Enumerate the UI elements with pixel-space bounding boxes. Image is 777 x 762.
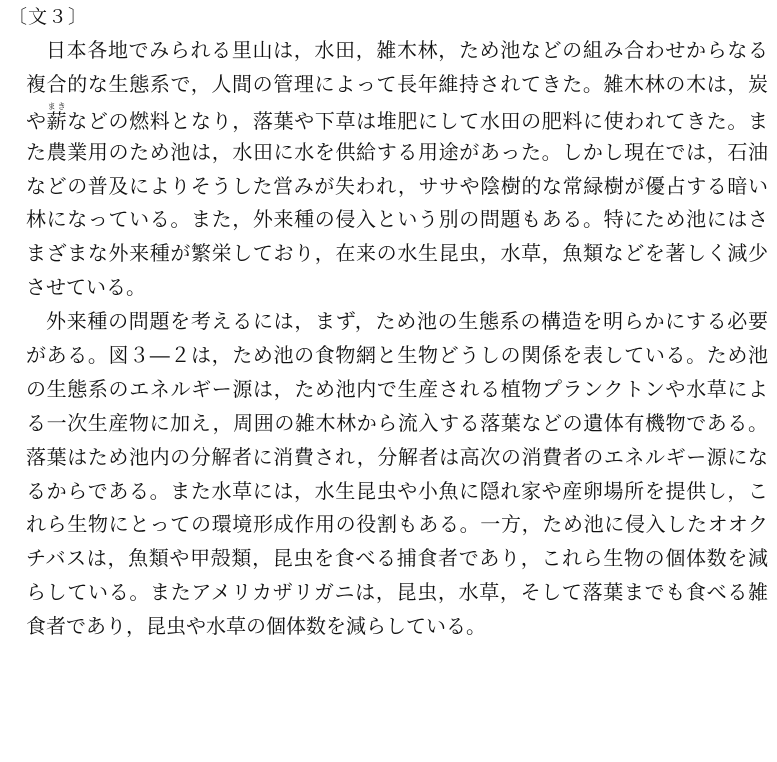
paragraph-1 — [26, 34, 768, 305]
text-line: た農業用のため池は，水田に水を供給する用途があった。しかし現在では，石油 — [26, 139, 768, 164]
text-line-with-ruby — [26, 102, 768, 136]
text-line: などの普及によりそうした営みが失われ，ササや陰樹的な常緑樹が優占する暗い — [26, 173, 768, 198]
text-line: 林になっている。また，外来種の侵入という別の問題もある。特にため池にはさ — [26, 207, 768, 232]
text-line: させている。 — [26, 275, 146, 300]
text-line: がある。図３―２は，ため池の食物網と生物どうしの関係を表している。ため池 — [26, 343, 768, 368]
text-line: 外来種の問題を考えるには，まず，ため池の生態系の構造を明らかにする必要 — [46, 309, 768, 334]
text-line: 落葉はため池内の分解者に消費され，分解者は高次の消費者のエネルギー源にな — [26, 444, 768, 469]
text-line: る一次生産物に加え，周囲の雑木林から流入する落葉などの遺体有機物である。 — [26, 410, 768, 435]
ruby-reading: まき — [46, 101, 67, 111]
text-line: チバスは，魚類や甲殻類，昆虫を食べる捕食者であり，これら生物の個体数を減 — [26, 546, 768, 571]
paragraph-2 — [26, 305, 768, 644]
ruby-annotation — [46, 101, 68, 133]
text-line: れら生物にとっての環境形成作用の役割もある。一方，ため池に侵入したオオク — [26, 512, 768, 537]
text-line: らしている。またアメリカザリガニは，昆虫，水草，そして落葉までも食べる雑 — [26, 580, 768, 605]
document-body — [26, 34, 768, 644]
text-line: 複合的な生態系で，人間の管理によって長年維持されてきた。雑木林の木は，炭 — [26, 71, 768, 96]
ruby-line-suffix: などの燃料となり，落葉や下草は堆肥にして水田の肥料に使われてきた。ま — [67, 108, 769, 133]
ruby-line-prefix: や — [26, 108, 47, 133]
ruby-base: 薪 — [46, 108, 68, 133]
text-line: の生態系のエネルギー源は，ため池内で生産される植物プランクトンや水草によ — [26, 376, 768, 401]
section-heading: 〔文３〕 — [8, 6, 89, 28]
text-line: 食者であり，昆虫や水草の個体数を減らしている。 — [26, 614, 486, 639]
text-line: 日本各地でみられる里山は，水田，雑木林，ため池などの組み合わせからなる — [46, 38, 768, 62]
text-line: るからである。また水草には，水生昆虫や小魚に隠れ家や産卵場所を提供し，こ — [26, 478, 768, 503]
text-line: まざまな外来種が繁栄しており，在来の水生昆虫，水草，魚類などを著しく減少 — [26, 241, 768, 266]
